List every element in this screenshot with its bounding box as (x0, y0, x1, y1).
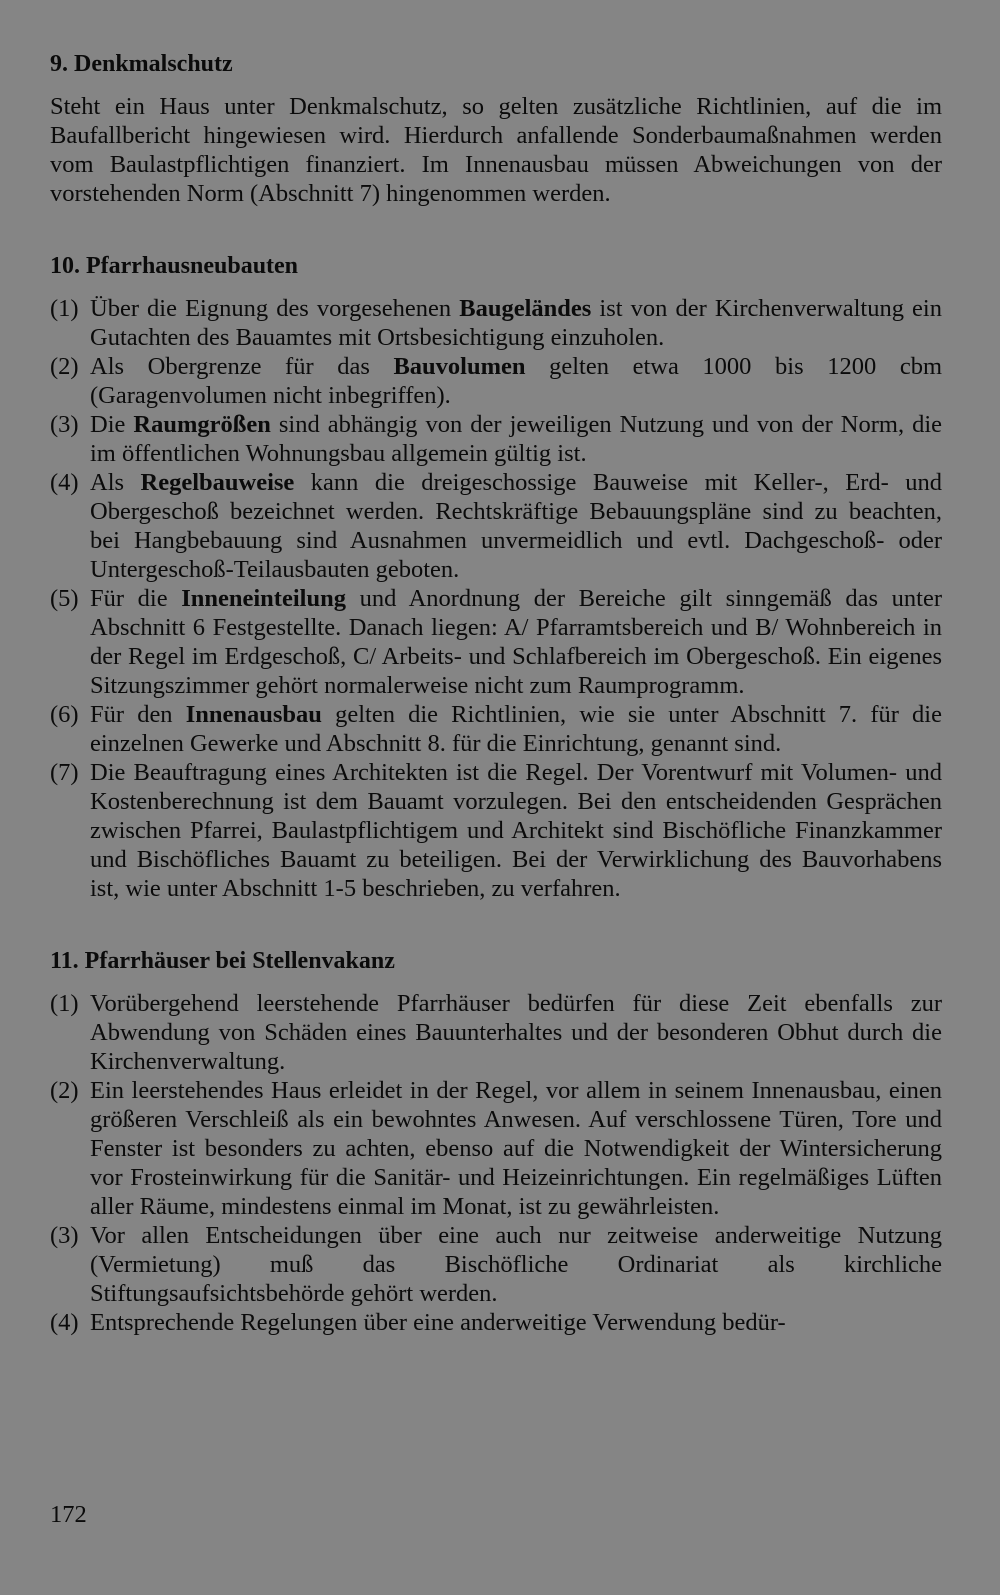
item-number: (3) (50, 1222, 79, 1249)
item-number: (1) (50, 990, 79, 1017)
page-content (50, 50, 942, 1337)
item-text: Für die Inneneinteilung und Anordnung der Bereiche gilt sinngemäß das unter Abschnitt 6 Festgestellte. Danach liegen: A/ Pfarramtsbereich und B/ Wohnbereich in der Regel im Erdgeschoß, C/ Arbeits- und Schlafbereich im Obergeschoß. Ein eigenes Sitzungszimmer gehört normalerweise nicht zum Raumprogramm. (90, 585, 943, 699)
section-9 (50, 50, 942, 208)
list-item (50, 1308, 942, 1337)
item-number: (4) (50, 469, 79, 496)
item-text: Die Raumgrößen sind abhängig von der jeweiligen Nutzung und von der Norm, die im öffentlichen Wohnungsbau allgemein gültig ist. (90, 411, 942, 467)
section-9-text: Steht ein Haus unter Denkmalschutz, so gelten zusätzliche Richtlinien, auf die im Baufallbericht hingewiesen wird. Hierdurch anfallende Sonderbaumaßnahmen werden vom Baulastpflichtigen finanziert. Im Innenausbau müssen Abweichungen von der vorstehenden Norm (Abschnitt 7) hingenommen werden. (50, 93, 942, 207)
section-10-items (50, 294, 942, 903)
item-keyword: Bauvolumen (393, 353, 526, 380)
item-text: Über die Eignung des vorgesehenen Baugeländes ist von der Kirchenverwaltung ein Gutachten des Bauamtes mit Ortsbesichtigung einzuholen. (90, 295, 942, 351)
list-item (50, 1221, 942, 1308)
list-item (50, 410, 942, 468)
item-keyword: Baugeländes (459, 295, 592, 322)
item-text: Entsprechende Regelungen über eine anderweitige Verwendung bedür- (90, 1309, 786, 1336)
item-text: Ein leerstehendes Haus erleidet in der Regel, vor allem in seinem Innenausbau, einen größeren Verschleiß als ein bewohntes Anwesen. Auf verschlossene Türen, Tore und Fenster ist besonders zu achten, ebenso auf die Notwendigkeit der Wintersicherung vor Frosteinwirkung für die Sanitär- und Heizeinrichtungen. Ein regelmäßiges Lüften aller Räume, mindestens einmal im Monat, ist zu gewährleisten. (90, 1077, 942, 1220)
item-keyword: Innenausbau (185, 701, 322, 728)
item-number: (6) (50, 701, 79, 728)
list-item (50, 700, 942, 758)
section-11-items (50, 989, 942, 1337)
item-number: (1) (50, 295, 79, 322)
list-item (50, 758, 942, 903)
item-text: Als Obergrenze für das Bauvolumen gelten etwa 1000 bis 1200 cbm (Garagenvolumen nicht inbegriffen). (90, 353, 942, 409)
item-number: (4) (50, 1309, 79, 1336)
item-number: (2) (50, 353, 79, 380)
item-number: (2) (50, 1077, 79, 1104)
item-keyword: Inneneinteilung (181, 585, 346, 612)
section-9-heading: 9. Denkmalschutz (50, 51, 233, 77)
list-item (50, 468, 942, 584)
list-item (50, 352, 942, 410)
item-text: Für den Innenausbau gelten die Richtlinien, wie sie unter Abschnitt 7. für die einzelnen Gewerke und Abschnitt 8. für die Einrichtung, genannt sind. (90, 701, 942, 757)
page-number: 172 (50, 1501, 87, 1528)
item-number: (5) (50, 585, 79, 612)
list-item (50, 1076, 942, 1221)
list-item (50, 989, 942, 1076)
list-item (50, 294, 942, 352)
item-text: Vor allen Entscheidungen über eine auch nur zeitweise anderweitige Nutzung (Vermietung) muß das Bischöfliche Ordinariat als kirchliche Stiftungsaufsichtsbehörde gehört werden. (90, 1222, 942, 1307)
item-number: (3) (50, 411, 79, 438)
section-10 (50, 252, 942, 903)
section-11 (50, 947, 942, 1337)
item-number: (7) (50, 759, 79, 786)
list-item (50, 584, 942, 700)
section-11-heading: 11. Pfarrhäuser bei Stellenvakanz (50, 948, 395, 974)
item-text: Die Beauftragung eines Architekten ist die Regel. Der Vorentwurf mit Volumen- und Kostenberechnung ist dem Bauamt vorzulegen. Bei den entscheidenden Gesprächen zwischen Pfarrei, Baulastpflichtigem und Architekt sind Bischöfliche Finanzkammer und Bischöfliches Bauamt zu beteiligen. Bei der Verwirklichung des Bauvorhabens ist, wie unter Abschnitt 1-5 beschrieben, zu verfahren. (90, 759, 942, 902)
item-text: Als Regelbauweise kann die dreigeschossige Bauweise mit Keller-, Erd- und Obergeschoß bezeichnet werden. Rechtskräftige Bebauungspläne sind zu beachten, bei Hangbebauung sind Ausnahmen unvermeidlich und evtl. Dachgeschoß- oder Untergeschoß-Teilausbauten geboten. (90, 469, 942, 583)
item-text: Vorübergehend leerstehende Pfarrhäuser bedürfen für diese Zeit ebenfalls zur Abwendung von Schäden eines Bauunterhaltes und der besonderen Obhut durch die Kirchenverwaltung. (90, 990, 942, 1075)
item-keyword: Raumgrößen (133, 411, 271, 438)
item-keyword: Regelbauweise (140, 469, 295, 496)
section-10-heading: 10. Pfarrhausneubauten (50, 253, 299, 279)
